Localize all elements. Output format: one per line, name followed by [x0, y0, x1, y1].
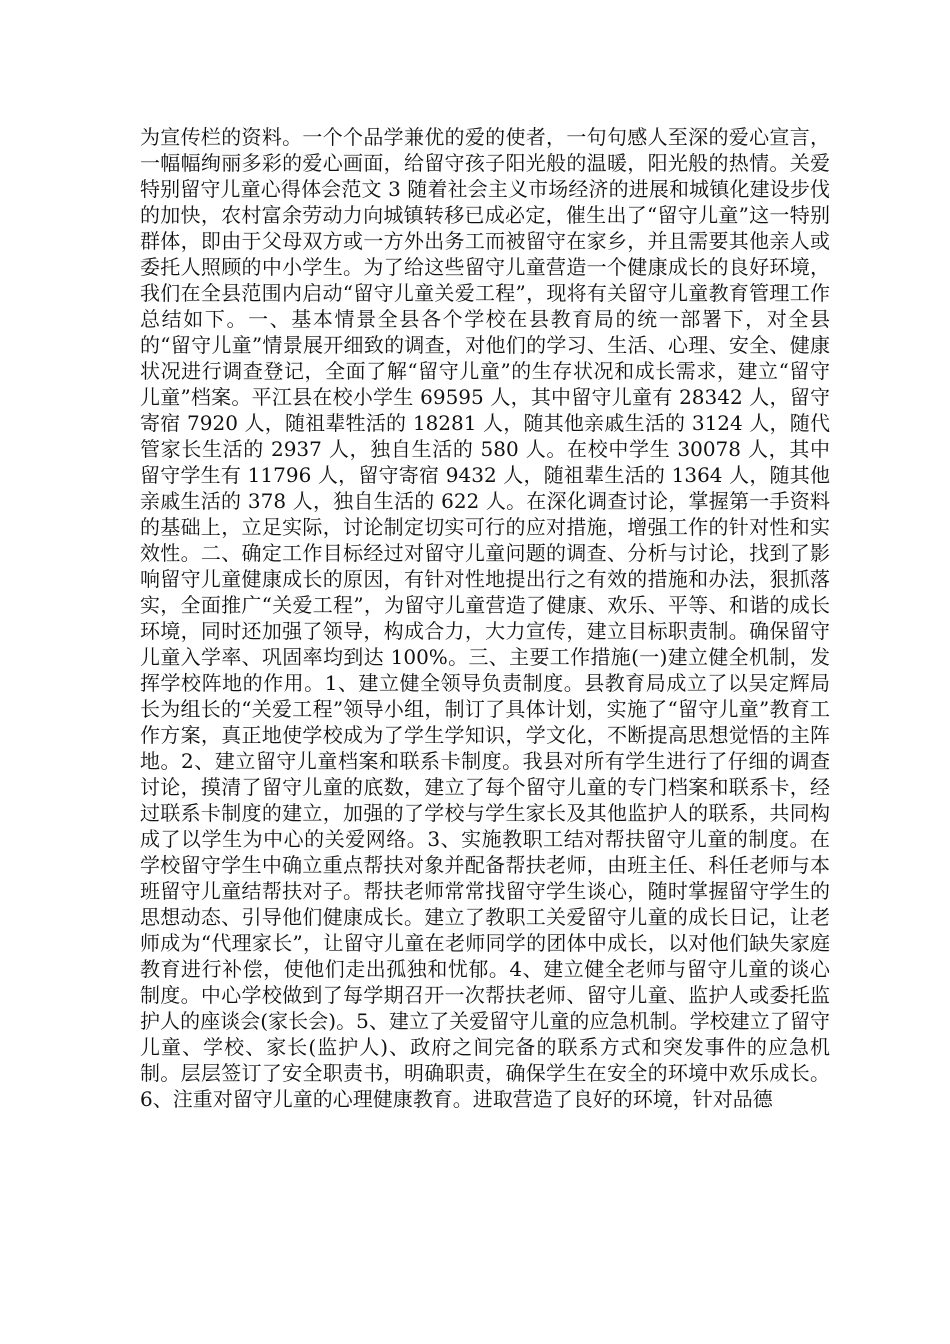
document-page — [140, 124, 830, 1112]
body-paragraph: 为宣传栏的资料。一个个品学兼优的爱的使者，一句句感人至深的爱心宣言，一幅幅绚丽多彩的爱心画面，给留守孩子阳光般的温暖，阳光般的热情。关爱特别留守儿童心得体会范文 3 随着社会主义市场经济的进展和城镇化建设步伐的加快，农村富余劳动力向城镇转移已成必定，催生出了“留守儿童”这一特别群体，即由于父母双方或一方外出务工而被留守在家乡，并且需要其他亲人或委托人照顾的中小学生。为了给这些留守儿童营造一个健康成长的良好环境，我们在全县范围内启动“留守儿童关爱工程”，现将有关留守儿童教育管理工作总结如下。一、基本情景全县各个学校在县教育局的统一部署下，对全县的“留守儿童”情景展开细致的调查，对他们的学习、生活、心理、安全、健康状况进行调查登记，全面了解“留守儿童”的生存状况和成长需求，建立“留守儿童”档案。平江县在校小学生 69595 人，其中留守儿童有 28342 人，留守寄宿 7920 人，随祖辈牲活的 18281 人，随其他亲戚生活的 3124 人，随代管家长生活的 2937 人，独自生活的 580 人。在校中学生 30078 人，其中留守学生有 11796 人，留守寄宿 9432 人，随祖辈生活的 1364 人，随其他亲戚生活的 378 人，独自生活的 622 人。在深化调查讨论，掌握第一手资料的基础上，立足实际，讨论制定切实可行的应对措施，增强工作的针对性和实效性。二、确定工作目标经过对留守儿童问题的调查、分析与讨论，找到了影响留守儿童健康成长的原因，有针对性地提出行之有效的措施和办法，狠抓落实，全面推广“关爱工程”，为留守儿童营造了健康、欢乐、平等、和谐的成长环境，同时还加强了领导，构成合力，大力宣传，建立目标职责制。确保留守儿童入学率、巩固率均到达 100%。三、主要工作措施(一)建立健全机制，发挥学校阵地的作用。1、建立健全领导负责制度。县教育局成立了以吴定辉局长为组长的“关爱工程”领导小组，制订了具体计划，实施了“留守儿童”教育工作方案，真正地使学校成为了学生学知识，学文化，不断提高思想觉悟的主阵地。2、建立留守儿童档案和联系卡制度。我县对所有学生进行了仔细的调查讨论，摸清了留守儿童的底数，建立了每个留守儿童的专门档案和联系卡，经过联系卡制度的建立，加强的了学校与学生家长及其他监护人的联系，共同构成了以学生为中心的关爱网络。3、实施教职工结对帮扶留守儿童的制度。在学校留守学生中确立重点帮扶对象并配备帮扶老师，由班主任、科任老师与本班留守儿童结帮扶对子。帮扶老师常常找留守学生谈心，随时掌握留守学生的思想动态、引导他们健康成长。建立了教职工关爱留守儿童的成长日记，让老师成为“代理家长”，让留守儿童在老师同学的团体中成长，以对他们缺失家庭教育进行补偿，使他们走出孤独和忧郁。4、建立健全老师与留守儿童的谈心制度。中心学校做到了每学期召开一次帮扶老师、留守儿童、监护人或委托监护人的座谈会(家长会)。5、建立了关爱留守儿童的应急机制。学校建立了留守儿童、学校、家长(监护人)、政府之间完备的联系方式和突发事件的应急机制。层层签订了安全职责书，明确职责，确保学生在安全的环境中欢乐成长。6、注重对留守儿童的心理健康教育。进取营造了良好的环境，针对品德 — [140, 125, 830, 1111]
